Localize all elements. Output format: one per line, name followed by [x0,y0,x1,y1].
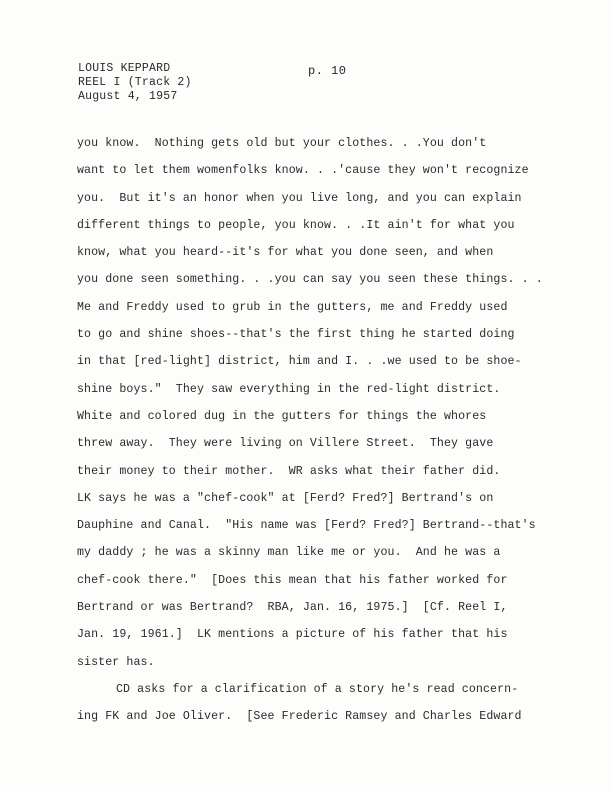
text-line: LK says he was a "chef-cook" at [Ferd? Fred?] Bertrand's on [77,491,494,505]
text-line: shine boys." They saw everything in the red-light district. [77,382,501,396]
text-line: CD asks for a clarification of a story he's read concern- [116,682,519,696]
text-line: Jan. 19, 1961.] LK mentions a picture of his father that his [77,628,508,642]
text-line: you know. Nothing gets old but your clothes. . .You don't [77,137,487,150]
text-line: sister has. [77,655,155,669]
text-line: different things to people, you know. . .It ain't for what you [77,218,515,232]
page-number: p. 10 [308,64,347,78]
text-line: threw away. They were living on Villere Street. They gave [77,437,494,451]
text-line: Me and Freddy used to grub in the gutters, me and Freddy used [77,300,508,314]
text-line: Dauphine and Canal. "His name was [Ferd? Fred?] Bertrand--that's [77,519,536,533]
text-line: chef-cook there." [Does this mean that his father worked for [77,573,508,587]
text-line: you done seen something. . .you can say you seen these things. . . [77,273,543,287]
document-header [78,62,192,104]
text-line: know, what you heard--it's for what you done seen, and when [77,246,494,260]
transcript-body [77,130,577,731]
text-line: to go and shine shoes--that's the first thing he started doing [77,328,515,342]
reel-label: REEL I (Track 2) [78,76,192,89]
text-line: their money to their mother. WR asks what their father did. [77,464,501,478]
text-line: want to let them womenfolks know. . .'cause they won't recognize [77,164,529,178]
text-line: my daddy ; he was a skinny man like me or you. And he was a [77,546,501,560]
interviewee-name: LOUIS KEPPARD [78,62,171,75]
text-line: Bertrand or was Bertrand? RBA, Jan. 16, 1975.] [Cf. Reel I, [77,601,508,615]
text-line: White and colored dug in the gutters for things the whores [77,409,487,423]
text-line: you. But it's an honor when you live long, and you can explain [77,191,522,205]
text-line: ing FK and Joe Oliver. [See Frederic Ramsey and Charles Edward [77,710,522,724]
interview-date: August 4, 1957 [78,90,178,103]
text-line: in that [red-light] district, him and I. . .we used to be shoe- [77,355,522,369]
